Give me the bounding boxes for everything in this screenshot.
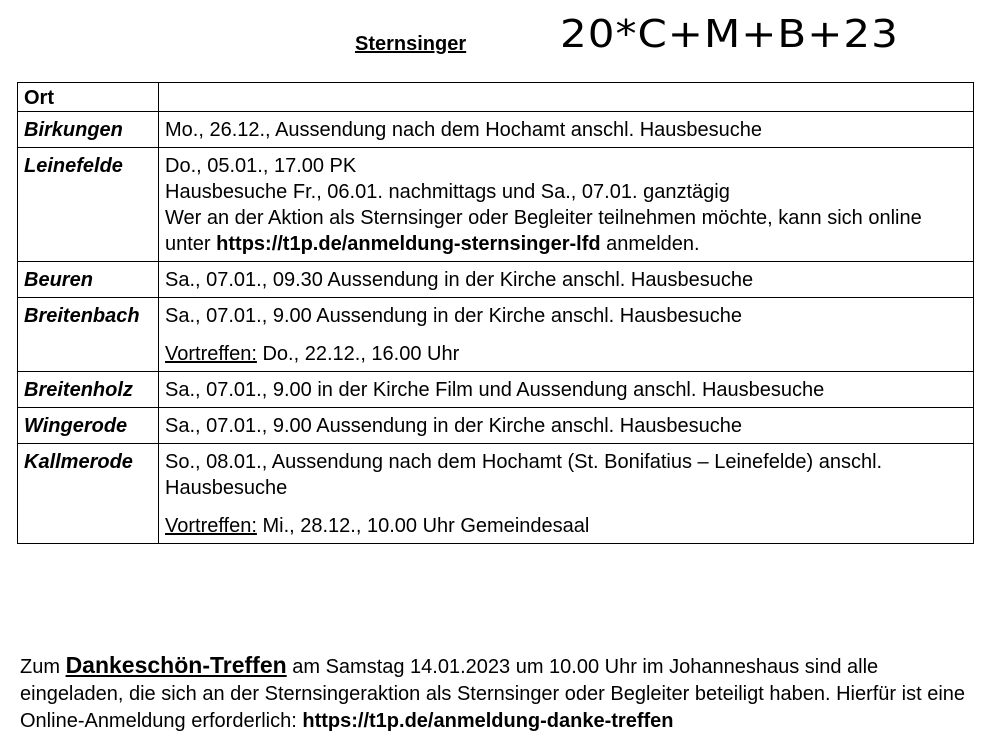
table-header-row xyxy=(18,83,974,112)
table-row xyxy=(18,372,974,408)
table-row xyxy=(18,148,974,262)
pre-meeting-label: Vortreffen: xyxy=(165,515,257,537)
schedule-line: Sa., 07.01., 9.00 Aussendung in der Kirche anschl. Hausbesuche xyxy=(165,415,743,437)
pre-meeting-text: Mi., 28.12., 10.00 Uhr Gemeindesaal xyxy=(256,515,590,537)
table-row xyxy=(18,112,974,148)
schedule-line: Wer an der Aktion als Sternsinger oder Begleiter teilnehmen möchte, kann sich online xyxy=(165,207,922,229)
place-name: Kallmerode xyxy=(18,444,159,544)
table-row xyxy=(18,444,974,544)
table-row xyxy=(18,298,974,372)
column-header-details xyxy=(159,83,974,112)
pre-meeting-line xyxy=(165,341,967,367)
schedule-details xyxy=(159,148,974,262)
registration-link[interactable]: https://t1p.de/anmeldung-sternsinger-lfd xyxy=(216,233,601,255)
place-name: Wingerode xyxy=(18,408,159,444)
page-title: Sternsinger xyxy=(355,33,467,55)
registration-line xyxy=(165,231,967,257)
pre-meeting-label: Vortreffen: xyxy=(165,343,257,365)
place-name: Breitenbach xyxy=(18,298,159,372)
pre-meeting-line xyxy=(165,513,967,539)
column-header-place: Ort xyxy=(18,83,159,112)
schedule-details xyxy=(159,408,974,444)
footer-highlight: Dankeschön-Treffen xyxy=(65,652,287,678)
pre-meeting-text: Do., 22.12., 16.00 Uhr xyxy=(256,343,460,365)
schedule-details xyxy=(159,262,974,298)
place-name: Breitenholz xyxy=(18,372,159,408)
schedule-line: So., 08.01., Aussendung nach dem Hochamt (St. Bonifatius – Leinefelde) anschl. Hausbesuche xyxy=(165,451,883,499)
schedule-details xyxy=(159,372,974,408)
table-row xyxy=(18,408,974,444)
footer-text: am Samstag 14.01.2023 um 10.00 Uhr im Johanneshaus sind alle eingeladen, die sich an der Sternsingeraktion als Sternsinger oder Begleiter beteiligt haben. Hierfür ist eine Online-Anmeldung erforderlich: xyxy=(20,656,966,732)
footer-link[interactable]: https://t1p.de/anmeldung-danke-treffen xyxy=(302,710,674,732)
schedule-line: Hausbesuche Fr., 06.01. nachmittags und Sa., 07.01. ganztägig xyxy=(165,181,730,203)
schedule-details xyxy=(159,298,974,372)
place-name: Birkungen xyxy=(18,112,159,148)
registration-suffix: anmelden. xyxy=(600,233,700,255)
schedule-line: Sa., 07.01., 09.30 Aussendung in der Kirche anschl. Hausbesuche xyxy=(165,269,754,291)
schedule-line: Sa., 07.01., 9.00 in der Kirche Film und Aussendung anschl. Hausbesuche xyxy=(165,379,825,401)
schedule-table xyxy=(17,82,974,544)
registration-prefix: unter xyxy=(165,233,217,255)
blessing-inscription: 20*C+M+B+23 xyxy=(560,10,899,57)
place-name: Leinefelde xyxy=(18,148,159,262)
schedule-line: Sa., 07.01., 9.00 Aussendung in der Kirche anschl. Hausbesuche xyxy=(165,305,743,327)
footer-prefix: Zum xyxy=(20,656,66,678)
footer-notice xyxy=(20,652,980,735)
schedule-line: Mo., 26.12., Aussendung nach dem Hochamt anschl. Hausbesuche xyxy=(165,119,763,141)
schedule-details xyxy=(159,444,974,544)
place-name: Beuren xyxy=(18,262,159,298)
schedule-line: Do., 05.01., 17.00 PK xyxy=(165,155,357,177)
table-row xyxy=(18,262,974,298)
schedule-details xyxy=(159,112,974,148)
